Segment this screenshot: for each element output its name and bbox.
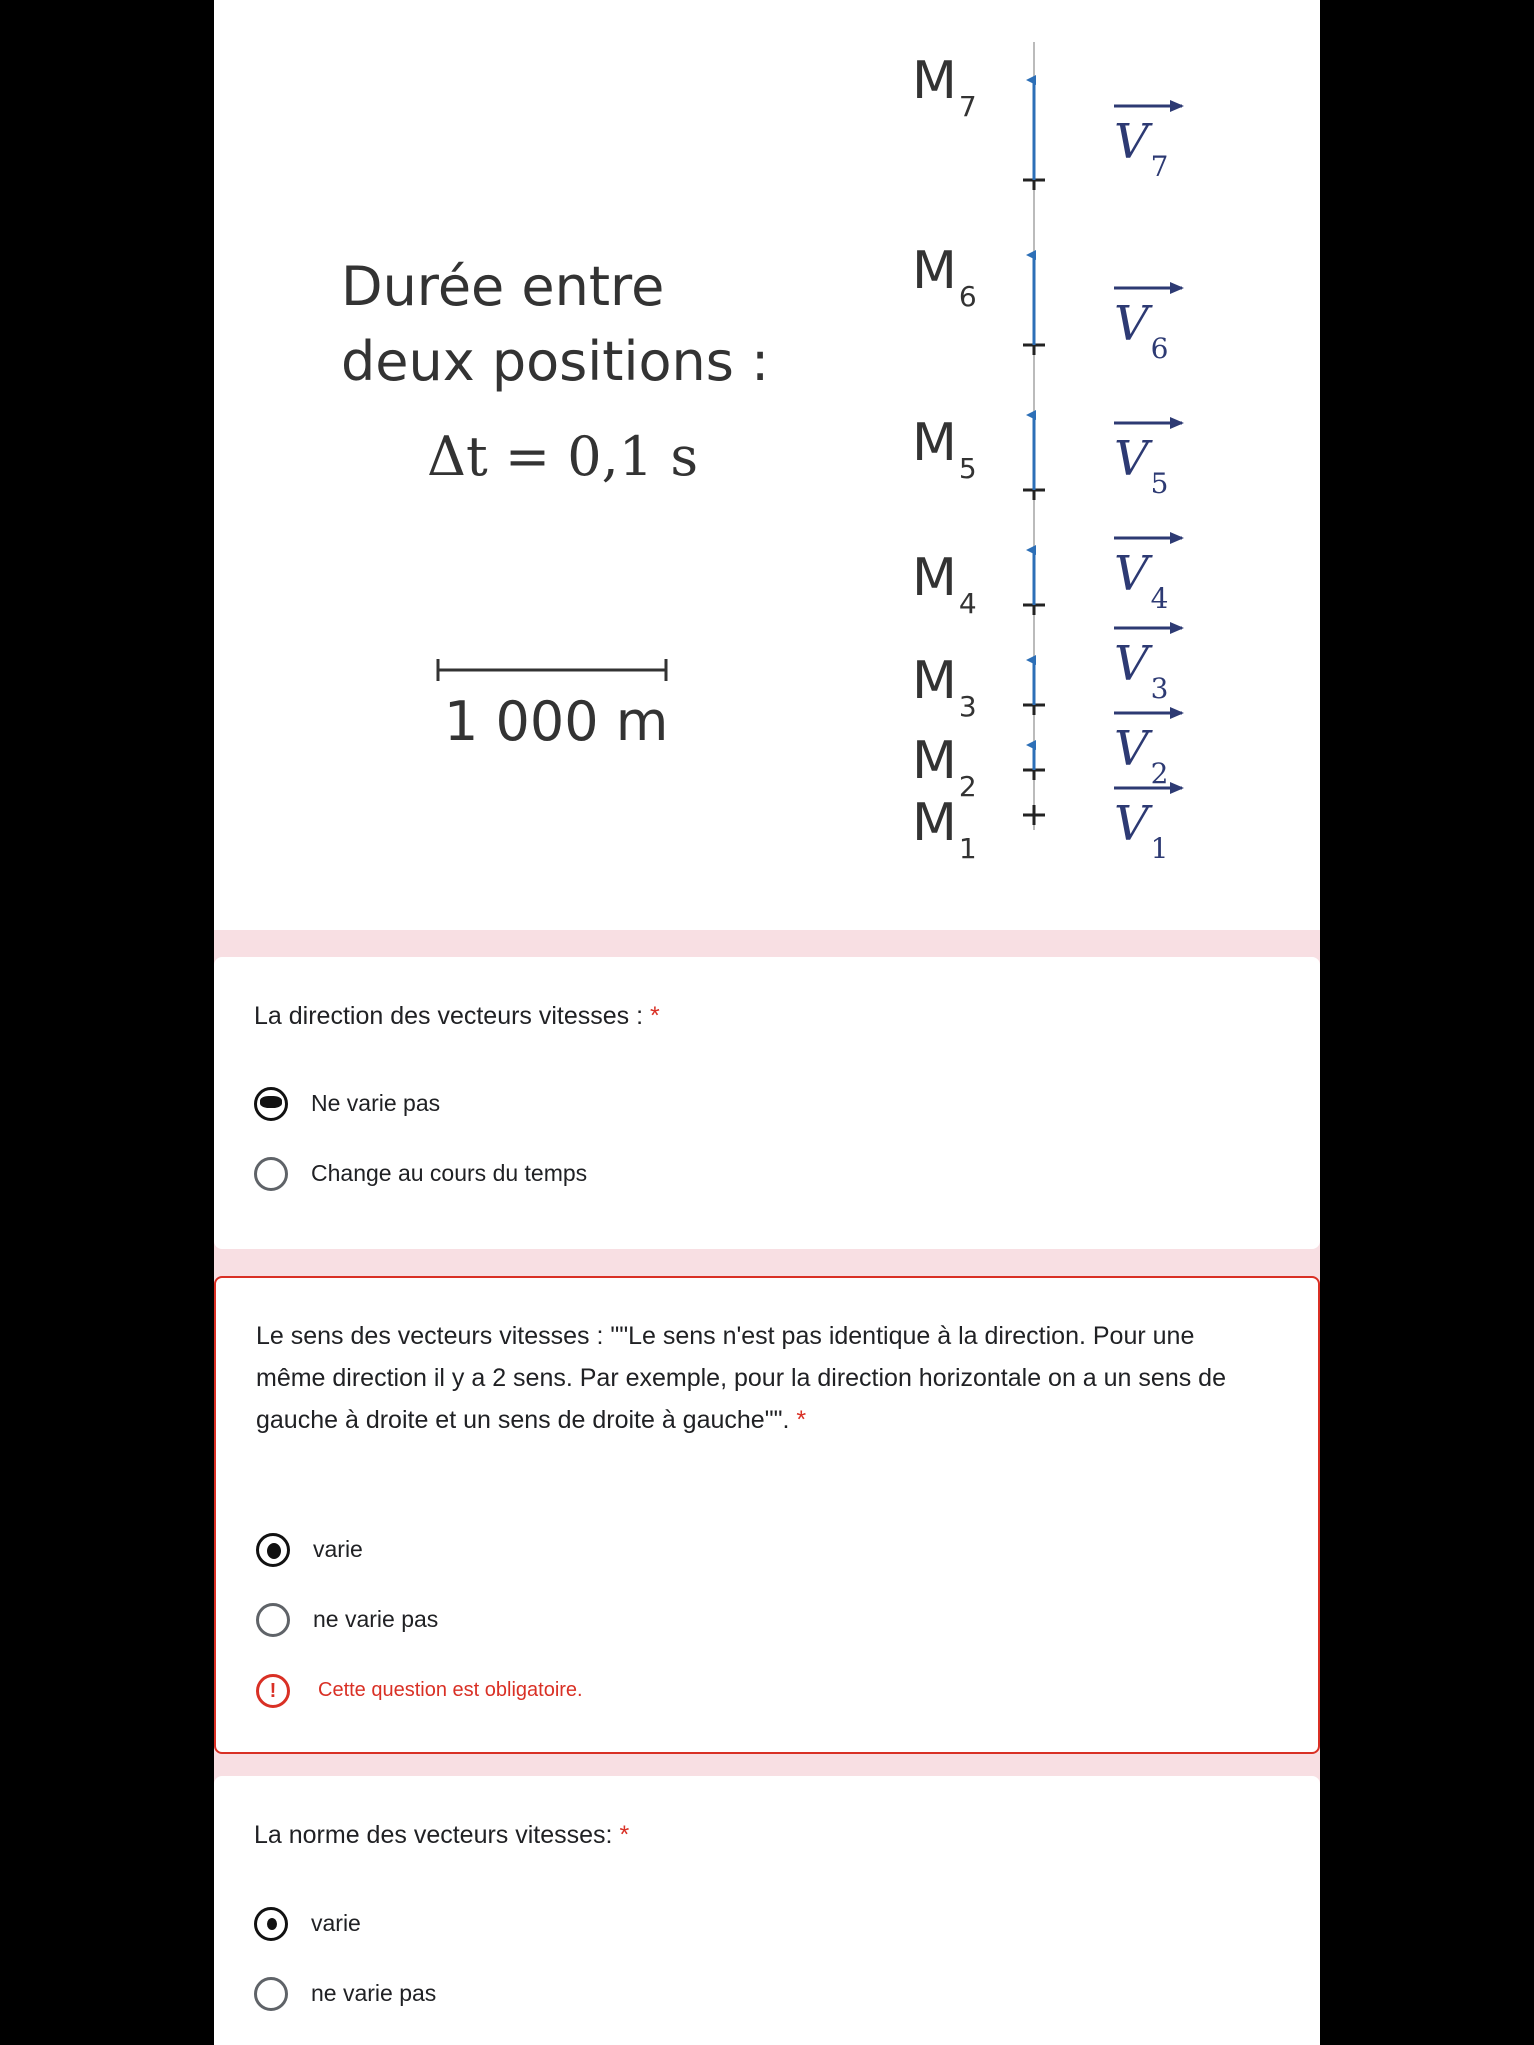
option-label: Change au cours du temps — [311, 1160, 588, 1186]
option-label: ne varie pas — [311, 1980, 437, 2006]
question-title — [254, 995, 1254, 1037]
error-icon: ! — [256, 1674, 290, 1708]
position-tick-m1 — [1023, 805, 1045, 825]
radio-button[interactable] — [254, 1977, 288, 2011]
required-asterisk: * — [619, 1821, 630, 1849]
radio-button[interactable] — [254, 1907, 288, 1941]
vector-label-v2: $V_2$ — [1114, 721, 1169, 790]
point-label-m5: $M_5$ — [912, 413, 977, 485]
vector-label-v4: $V_4$ — [1114, 546, 1169, 615]
duration-label-line1: Durée entre — [341, 255, 665, 318]
error-message: Cette question est obligatoire. — [318, 1679, 583, 1701]
radio-button[interactable] — [254, 1087, 288, 1121]
point-label-m4: $M_4$ — [912, 548, 977, 620]
option-label: varie — [313, 1536, 363, 1562]
vector-label-v6: $V_6$ — [1114, 296, 1169, 365]
point-label-m3: $M_3$ — [912, 651, 977, 723]
vector-label-v7: $V_7$ — [1114, 114, 1169, 183]
scale-bar — [438, 659, 666, 681]
option-label: Ne varie pas — [311, 1090, 441, 1116]
question-title — [256, 1315, 1256, 1441]
radio-button[interactable] — [254, 1157, 288, 1191]
chronophotography-figure — [214, 0, 1320, 930]
required-asterisk: * — [796, 1406, 807, 1434]
question-title — [254, 1814, 1254, 1856]
point-label-m1: $M_1$ — [912, 793, 977, 865]
duration-label-line2: deux positions : — [341, 330, 770, 393]
vector-label-v5: $V_5$ — [1114, 431, 1169, 500]
form-page — [214, 0, 1320, 2045]
point-label-m2: $M_2$ — [912, 731, 977, 803]
point-label-m6: $M_6$ — [912, 241, 977, 313]
option-label: ne varie pas — [313, 1606, 439, 1632]
question-card-direction — [214, 957, 1320, 1249]
point-label-m7: $M_7$ — [912, 51, 977, 123]
question-card-norme — [214, 1776, 1320, 2045]
question-card-sens — [214, 1276, 1320, 1754]
question-text: La norme des vecteurs vitesses: — [254, 1821, 613, 1849]
question-text: Le sens des vecteurs vitesses : ""Le sens n'est pas identique à la direction. Pour une même direction il y a 2 sens. Par exemple, pour la direction horizontale on a un sens de gauche à droite et un sens de droite à gauche"". — [256, 1322, 1226, 1434]
question-text: La direction des vecteurs vitesses : — [254, 1002, 644, 1030]
scale-label: 1 000 m — [444, 690, 669, 753]
vector-label-v3: $V_3$ — [1114, 636, 1169, 705]
radio-button[interactable] — [256, 1603, 290, 1637]
trajectory-diagram — [214, 0, 1320, 930]
required-asterisk: * — [650, 1002, 660, 1030]
radio-button[interactable] — [256, 1533, 290, 1567]
vector-label-v1: $V_1$ — [1114, 796, 1169, 865]
delta-t-label: Δt = 0,1 s — [427, 425, 699, 488]
option-label: varie — [311, 1910, 361, 1936]
